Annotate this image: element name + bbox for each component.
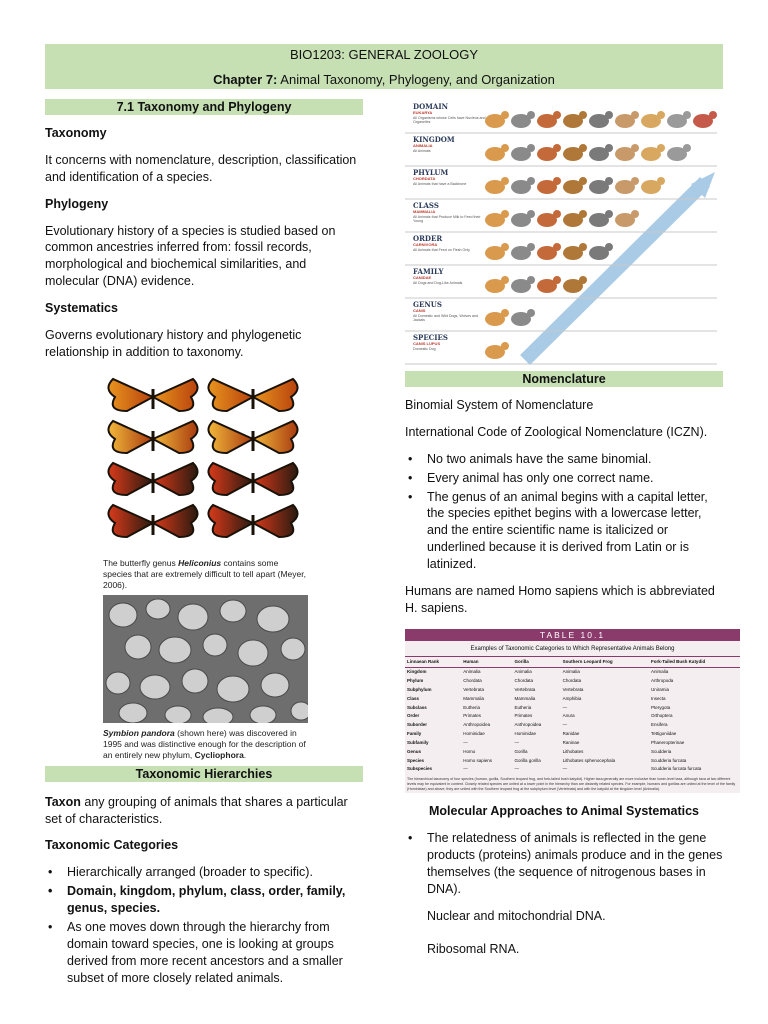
rank-label: FAMILY xyxy=(413,267,444,276)
table-cell: — xyxy=(562,722,568,728)
humans-text: Humans are named Homo sapiens which is abbreviated H. sapiens. xyxy=(405,583,715,615)
table-cell: Animalia xyxy=(463,669,481,675)
taxon-name: CANIDAE xyxy=(413,275,432,280)
hierarchy-row xyxy=(413,301,488,322)
taxon-name: CARNIVORA xyxy=(413,242,438,247)
table-cell: Primates xyxy=(463,713,482,719)
animal-head-icon xyxy=(657,177,665,185)
rank-label: ORDER xyxy=(413,234,443,243)
table-cell: Lithobates xyxy=(562,748,584,754)
animal-head-icon xyxy=(631,144,639,152)
table-cell: Anura xyxy=(562,713,575,719)
butterfly-illustration xyxy=(103,375,308,553)
table-cell: Gorilla gorilla xyxy=(514,757,541,763)
animal-head-icon xyxy=(579,276,587,284)
animal-head-icon xyxy=(501,111,509,119)
animal-head-icon xyxy=(501,177,509,185)
table-header-cell: Southern Leopard Frog xyxy=(561,657,649,668)
animal-head-icon xyxy=(527,111,535,119)
animal-head-icon xyxy=(527,144,535,152)
table-header-cell: Fork-Tailed Bush Katydid xyxy=(649,657,740,668)
animal-head-icon xyxy=(579,111,587,119)
categories-heading: Taxonomic Categories xyxy=(45,838,179,853)
table-cell: Primates xyxy=(514,713,533,719)
animal-head-icon xyxy=(579,177,587,185)
table-row xyxy=(405,685,740,694)
table-cell: — xyxy=(463,766,468,772)
table-cell: Insecta xyxy=(651,695,666,701)
animal-head-icon xyxy=(501,210,509,218)
table-cell: Family xyxy=(407,731,422,737)
table-row xyxy=(405,703,740,712)
taxon-desc: All Domestic and Wild Dogs, Wolves and Jackals xyxy=(413,313,479,323)
table-cell: Scudderia furcata furcata xyxy=(651,766,702,772)
table-cell: Hominidae xyxy=(514,731,537,737)
ribosomal-text: Ribosomal RNA. xyxy=(427,941,520,956)
hierarchy-row xyxy=(413,136,488,153)
animal-head-icon xyxy=(501,342,509,350)
taxon-desc: Domestic Dog xyxy=(413,346,436,351)
animal-head-icon xyxy=(657,144,665,152)
hierarchy-row xyxy=(413,169,488,186)
phylogeny-heading: Phylogeny xyxy=(45,196,109,211)
systematics-text: Governs evolutionary history and phylogenetic relationship in addition to taxonomy. xyxy=(45,327,302,359)
taxon-name: EUKARYA xyxy=(413,110,433,115)
animal-head-icon xyxy=(657,111,665,119)
table-cell: Chordata xyxy=(562,678,582,684)
phylogeny-text: Evolutionary history of a species is studied based on common ancestries inferred from: fossil records, morphological and biochemical similarities, and molecular (DNA) evidence. xyxy=(45,223,336,289)
table-row xyxy=(405,712,740,721)
animal-head-icon xyxy=(501,243,509,251)
systematics-heading: Systematics xyxy=(45,301,118,315)
categories-list xyxy=(45,864,363,986)
butterfly-caption: The butterfly genus Heliconius contains some species that are extremely difficult to tell apart (Meyer, 2006). xyxy=(103,557,306,590)
table-cell: Anthropoidea xyxy=(463,722,491,728)
taxon-desc: All Organisms whose Cells have Nucleus and Organelles xyxy=(413,115,486,125)
rank-label: DOMAIN xyxy=(413,102,449,111)
animal-head-icon xyxy=(527,243,535,251)
table-header-cell: Gorilla xyxy=(513,657,561,668)
table-row xyxy=(405,747,740,756)
animal-head-icon xyxy=(631,177,639,185)
table-cell: Vertebrata xyxy=(562,686,584,692)
table-cell: Eutheria xyxy=(514,704,532,710)
animal-head-icon xyxy=(709,111,717,119)
table-title: TABLE 10.1 xyxy=(405,629,740,641)
table-cell: Tettigoniidae xyxy=(651,731,677,737)
table-cell: Pterygota xyxy=(651,704,671,710)
table-row xyxy=(405,694,740,703)
list-item: • The genus of an animal begins with a capital letter, the species epithet begins with a lowercase letter, and the entire scientific name is italicized or underlined because it is derived from Latin or is latinized. xyxy=(405,489,723,573)
taxon-name: CANIS xyxy=(413,308,426,313)
document-header xyxy=(45,44,723,89)
table-cell: Anthropoidea xyxy=(514,722,542,728)
right-column xyxy=(405,98,736,958)
table-cell: Homo xyxy=(463,748,476,754)
table-cell: Mammalia xyxy=(463,695,485,701)
left-column xyxy=(45,99,363,988)
taxon-definition: Taxon any grouping of animals that shares a particular set of characteristics. xyxy=(45,794,348,826)
animal-head-icon xyxy=(527,309,535,317)
animal-head-icon xyxy=(553,276,561,284)
table-row xyxy=(405,765,740,774)
symbion-figure xyxy=(103,595,308,761)
table-cell: Subspecies xyxy=(407,766,433,772)
table-cell: Ensifera xyxy=(651,722,668,728)
table-cell: Amphibia xyxy=(562,695,582,701)
list-item: • No two animals have the same binomial. xyxy=(405,451,723,468)
rank-label: GENUS xyxy=(413,300,442,309)
rank-label: PHYLUM xyxy=(413,168,449,177)
table-cell: Lithobates sphenocephala xyxy=(562,757,616,763)
table-row xyxy=(405,721,740,730)
animal-head-icon xyxy=(501,309,509,317)
animal-head-icon xyxy=(527,210,535,218)
taxonomy-table xyxy=(405,657,740,774)
table-cell: Hominidae xyxy=(463,731,485,737)
list-item: • The relatedness of animals is reflected in the gene products (proteins) animals produce and in the genes themselves (the sequence of nitrogenous bases in DNA). xyxy=(405,830,723,898)
animal-head-icon xyxy=(683,144,691,152)
symbion-caption: Symbion pandora (shown here) was discovered in 1995 and was distinctive enough for the description of an entirely new phylum, Cycliophora. xyxy=(103,727,306,760)
table-cell: Uniramia xyxy=(651,686,670,692)
animal-head-icon xyxy=(553,210,561,218)
list-item: • Domain, kingdom, phylum, class, order, family, genus, species. xyxy=(45,883,363,917)
table-cell: — xyxy=(514,739,520,745)
rank-label: SPECIES xyxy=(413,333,448,342)
animal-head-icon xyxy=(553,243,561,251)
table-cell: Species xyxy=(407,757,425,763)
molecular-list xyxy=(405,830,723,898)
table-cell: Mammalia xyxy=(514,695,536,701)
table-cell: Chordata xyxy=(514,678,534,684)
animal-head-icon xyxy=(527,276,535,284)
table-cell: Ranidae xyxy=(562,731,580,737)
table-header-cell: Human xyxy=(461,657,512,668)
animal-head-icon xyxy=(501,144,509,152)
animal-head-icon xyxy=(605,144,613,152)
table-header-cell: Linnaean Rank xyxy=(405,657,461,668)
table-cell: Order xyxy=(407,713,420,719)
table-cell: Gorilla xyxy=(514,748,528,754)
hierarchy-diagram xyxy=(405,98,723,368)
animal-head-icon xyxy=(579,144,587,152)
table-cell: Scudderia furcata xyxy=(651,757,687,763)
table-cell: Raninae xyxy=(562,739,580,745)
table-cell: — xyxy=(463,739,468,745)
table-cell: Subclass xyxy=(407,704,427,710)
table-cell: Genus xyxy=(407,748,422,754)
taxon-name: MAMMALIA xyxy=(413,209,436,214)
table-cell: Phylum xyxy=(407,678,424,684)
symbion-micrograph xyxy=(103,595,308,723)
animal-head-icon xyxy=(579,210,587,218)
table-cell: — xyxy=(562,766,568,772)
animal-head-icon xyxy=(579,243,587,251)
table-cell: Vertebrata xyxy=(463,686,485,692)
hierarchy-row xyxy=(413,235,488,252)
animal-head-icon xyxy=(553,177,561,185)
taxonomy-heading: Taxonomy xyxy=(45,126,107,140)
taxon-desc: All Animals that have a Backbone xyxy=(413,181,467,186)
table-row xyxy=(405,730,740,739)
rank-label: CLASS xyxy=(413,201,439,210)
table-cell: Vertebrata xyxy=(514,686,536,692)
table-row xyxy=(405,756,740,765)
taxon-name: CHORDATA xyxy=(413,176,436,181)
hierarchy-row xyxy=(413,202,488,223)
taxon-desc: All Dogs and Dog-Like Animals xyxy=(413,280,463,285)
chapter-title: Chapter 7: Animal Taxonomy, Phylogeny, and Organization xyxy=(213,71,555,87)
taxon-desc: All Animals that Produce Milk to Feed their Young xyxy=(413,214,481,224)
table-cell: Animalia xyxy=(514,669,532,675)
table-cell: — xyxy=(514,766,520,772)
table-cell: Kingdom xyxy=(407,669,427,675)
animal-head-icon xyxy=(553,144,561,152)
table-row xyxy=(405,677,740,686)
list-item: • Hierarchically arranged (broader to specific). xyxy=(45,864,363,881)
binomial-text: Binomial System of Nomenclature xyxy=(405,398,594,412)
iczn-text: International Code of Zoological Nomenclature (ICZN). xyxy=(405,424,708,439)
animal-head-icon xyxy=(501,276,509,284)
table-cell: Orthoptera xyxy=(651,713,673,719)
taxon-desc: All Animals that Feed on Flesh Only xyxy=(413,247,470,252)
animal-head-icon xyxy=(553,111,561,119)
hierarchy-row xyxy=(413,268,488,285)
taxon-name: CANIS LUPUS xyxy=(413,341,441,346)
nomenclature-list xyxy=(405,451,723,573)
table-cell: — xyxy=(562,704,568,710)
table-row xyxy=(405,667,740,676)
section-taxonomy-phylogeny: 7.1 Taxonomy and Phylogeny xyxy=(45,99,363,115)
animal-head-icon xyxy=(605,243,613,251)
table-cell: Arthropoda xyxy=(651,678,674,684)
hierarchy-row xyxy=(413,103,488,124)
rank-label: KINGDOM xyxy=(413,135,455,144)
taxonomy-table-figure xyxy=(405,629,740,794)
butterfly-figure xyxy=(103,375,308,591)
table-row xyxy=(405,739,740,748)
course-title: BIO1203: GENERAL ZOOLOGY xyxy=(289,47,479,62)
table-cell: Animalia xyxy=(651,669,669,675)
hierarchy-row xyxy=(413,334,488,351)
animal-head-icon xyxy=(605,210,613,218)
animal-head-icon xyxy=(527,177,535,185)
animal-head-icon xyxy=(683,111,691,119)
table-cell: Subphylum xyxy=(407,686,432,692)
taxon-name: ANIMALIA xyxy=(413,143,433,148)
animal-head-icon xyxy=(605,177,613,185)
table-cell: Phaneropterinae xyxy=(651,739,685,745)
table-footnote: The hierarchical taxonomy of four species (human, gorilla, Southern leopard frog, and fork-tailed bush katydid). Higher taxa generally are more inclusive than lower-level taxa, although taxa at two different levels may be equivalent in content. Closely related species are united at a lower point in the hierarchy than are distantly related species. For example, humans and gorillas are united at the level of the family (Hominidae) and above; they are united with the Southern leopard frog at the subphylum level (Vertebrata) and with the katydid at the kingdom level (Animalia). xyxy=(407,776,736,791)
section-taxonomic-hierarchies: Taxonomic Hierarchies xyxy=(45,766,363,782)
list-item: • Every animal has only one correct name. xyxy=(405,470,723,487)
animal-head-icon xyxy=(631,111,639,119)
table-cell: Class xyxy=(407,695,420,701)
animal-head-icon xyxy=(605,111,613,119)
table-cell: Suborder xyxy=(407,722,428,728)
list-item: • As one moves down through the hierarchy from domain toward species, one is looking at groups derived from more recent ancestors and a smaller subset of more closely related animals. xyxy=(45,919,363,987)
table-cell: Homo sapiens xyxy=(463,757,493,763)
molecular-heading: Molecular Approaches to Animal Systematics xyxy=(429,804,699,819)
table-cell: Subfamily xyxy=(407,739,429,745)
table-cell: Animalia xyxy=(562,669,580,675)
table-cell: Chordata xyxy=(463,678,482,684)
section-nomenclature: Nomenclature xyxy=(405,371,723,387)
taxonomy-text: It concerns with nomenclature, description, classification and identification of a species. xyxy=(45,152,357,184)
table-cell: Scudderia xyxy=(651,748,672,754)
taxon-desc: All Animals xyxy=(413,148,431,153)
nuclear-text: Nuclear and mitochondrial DNA. xyxy=(427,908,606,923)
animal-head-icon xyxy=(631,210,639,218)
table-subtitle: Examples of Taxonomic Categories to Which Representative Animals Belong xyxy=(405,641,740,657)
table-cell: Eutheria xyxy=(463,704,481,710)
